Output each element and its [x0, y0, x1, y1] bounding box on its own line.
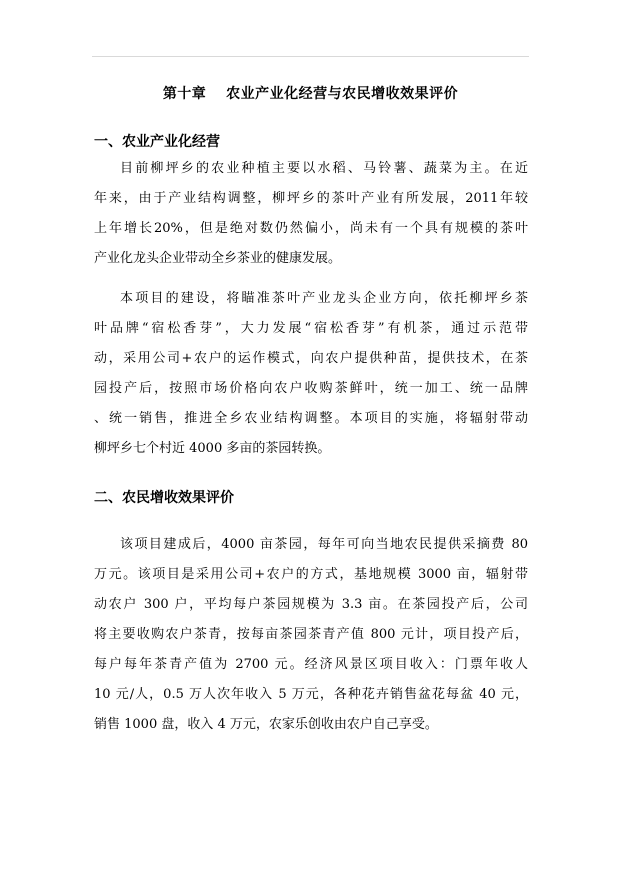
text-line: 叶品牌“宿松香芽”，大力发展“宿松香芽”有机茶，通过示范带	[94, 321, 528, 336]
section-heading-income-evaluation: 二、农民增收效果评价	[94, 490, 234, 506]
text-line: 万元。该项目是采用公司+农户的方式，基地规模 3000 亩，辐射带	[94, 567, 528, 582]
text-line: 10 元/人，0.5 万人次年收入 5 万元，各种花卉销售盆花每盆 40 元，	[94, 687, 528, 702]
text-line: 柳坪乡七个村近 4000 多亩的茶园转换。	[94, 441, 331, 456]
chapter-title: 第十章 农业产业化经营与农民增收效果评价	[162, 86, 459, 102]
section-heading-industrialization: 一、农业产业化经营	[94, 134, 220, 150]
paragraph-income-evaluation	[94, 530, 528, 740]
text-line: 动农户 300 户，平均每户茶园规模为 3.3 亩。在茶园投产后，公司	[94, 597, 528, 612]
text-line: 园投产后，按照市场价格向农户收购茶鲜叶，统一加工、统一品牌	[94, 381, 528, 396]
text-line: 动，采用公司+农户的运作模式，向农户提供种苗，提供技术，在茶	[94, 351, 528, 366]
text-line: 本项目的建设，将瞄准茶叶产业龙头企业方向，依托柳坪乡茶	[120, 291, 528, 306]
text-line: 年来，由于产业结构调整，柳坪乡的茶叶产业有所发展，2011年较	[94, 191, 528, 206]
text-line: 上年增长20%，但是绝对数仍然偏小，尚未有一个具有规模的茶叶	[94, 221, 528, 236]
text-line: 该项目建成后，4000 亩茶园，每年可向当地农民提供采摘费 80	[120, 537, 528, 552]
header-rule	[92, 56, 529, 57]
text-line: 销售 1000 盘，收入 4 万元，农家乐创收由农户自己享受。	[94, 717, 438, 732]
text-line: 将主要收购农户茶青，按每亩茶园茶青产值 800 元计，项目投产后，	[94, 627, 528, 642]
paragraph-project-construction	[94, 284, 528, 464]
text-line: 每户每年茶青产值为 2700 元。经济风景区项目收入：门票年收人	[94, 657, 528, 672]
text-line: 、统一销售，推进全乡农业结构调整。本项目的实施，将辐射带动	[94, 411, 528, 426]
text-line: 产业化龙头企业带动全乡茶业的健康发展。	[94, 251, 342, 266]
paragraph-current-agriculture	[94, 154, 528, 274]
text-line: 目前柳坪乡的农业种植主要以水稻、马铃薯、蔬菜为主。在近	[120, 161, 528, 176]
